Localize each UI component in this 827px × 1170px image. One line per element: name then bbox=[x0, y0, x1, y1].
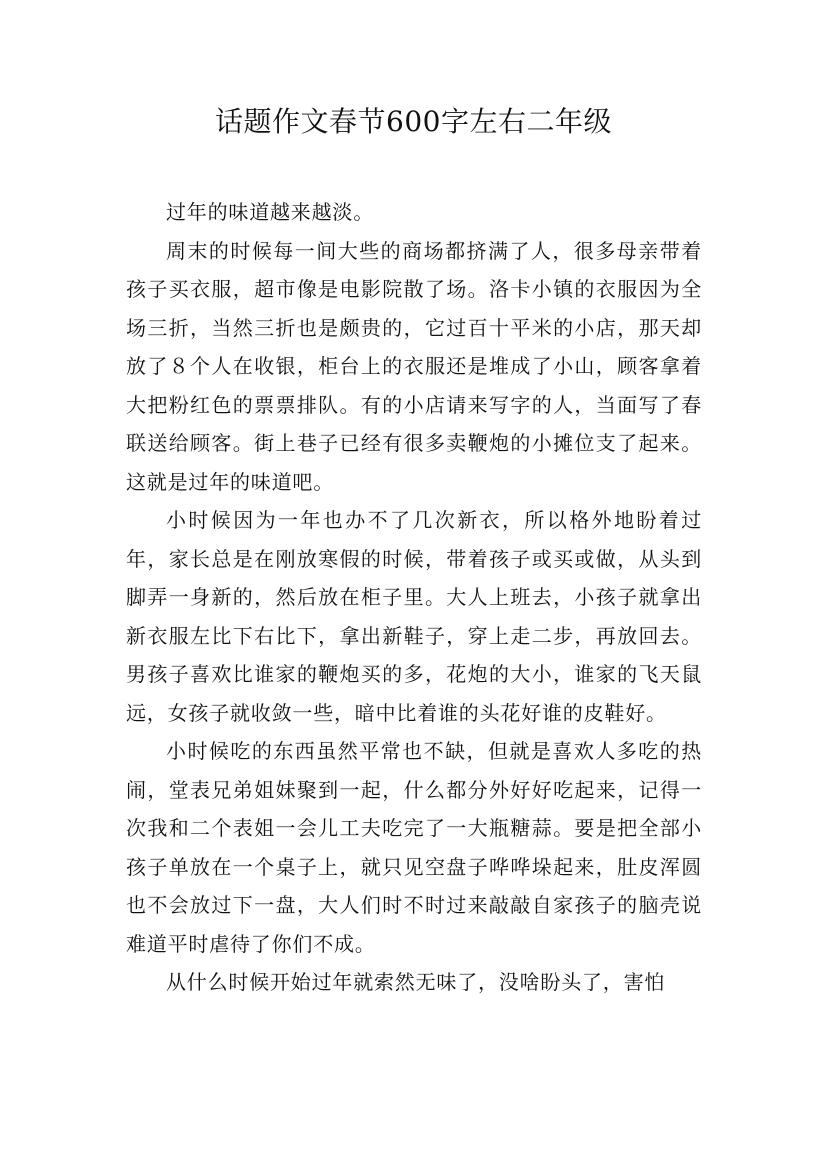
document-title: 话题作文春节600字左右二年级 bbox=[215, 105, 612, 138]
document-body bbox=[126, 193, 702, 1002]
paragraph: 小时候吃的东西虽然平常也不缺，但就是喜欢人多吃的热闹，堂表兄弟姐妹聚到一起，什么都分外好好吃起来，记得一次我和二个表姐一会儿工夫吃完了一大瓶糖蒜。要是把全部小孩子单放在一个桌子上，就只见空盘子哗哗垛起来，肚皮浑圆也不会放过下一盘，大人们时不时过来敲敲自家孩子的脑壳说难道平时虐待了你们不成。 bbox=[126, 739, 702, 956]
paragraph: 小时候因为一年也办不了几次新衣，所以格外地盼着过年，家长总是在刚放寒假的时候，带着孩子或买或做，从头到脚弄一身新的，然后放在柜子里。大人上班去，小孩子就拿出新衣服左比下右比下，拿出新鞋子，穿上走二步，再放回去。男孩子喜欢比谁家的鞭炮买的多，花炮的大小，谁家的飞天鼠远，女孩子就收敛一些，暗中比着谁的头花好谁的皮鞋好。 bbox=[126, 508, 702, 725]
paragraph: 周末的时候每一间大些的商场都挤满了人，很多母亲带着孩子买衣服，超市像是电影院散了场。洛卡小镇的衣服因为全场三折，当然三折也是颇贵的，它过百十平米的小店，那天却放了８个人在收银，柜台上的衣服还是堆成了小山，顾客拿着大把粉红色的票票排队。有的小店请来写字的人，当面写了春联送给顾客。街上巷子已经有很多卖鞭炮的小摊位支了起来。这就是过年的味道吧。 bbox=[126, 238, 702, 494]
paragraph: 过年的味道越来越淡。 bbox=[166, 200, 374, 224]
paragraph: 从什么时候开始过年就索然无味了，没啥盼头了，害怕 bbox=[166, 970, 666, 994]
